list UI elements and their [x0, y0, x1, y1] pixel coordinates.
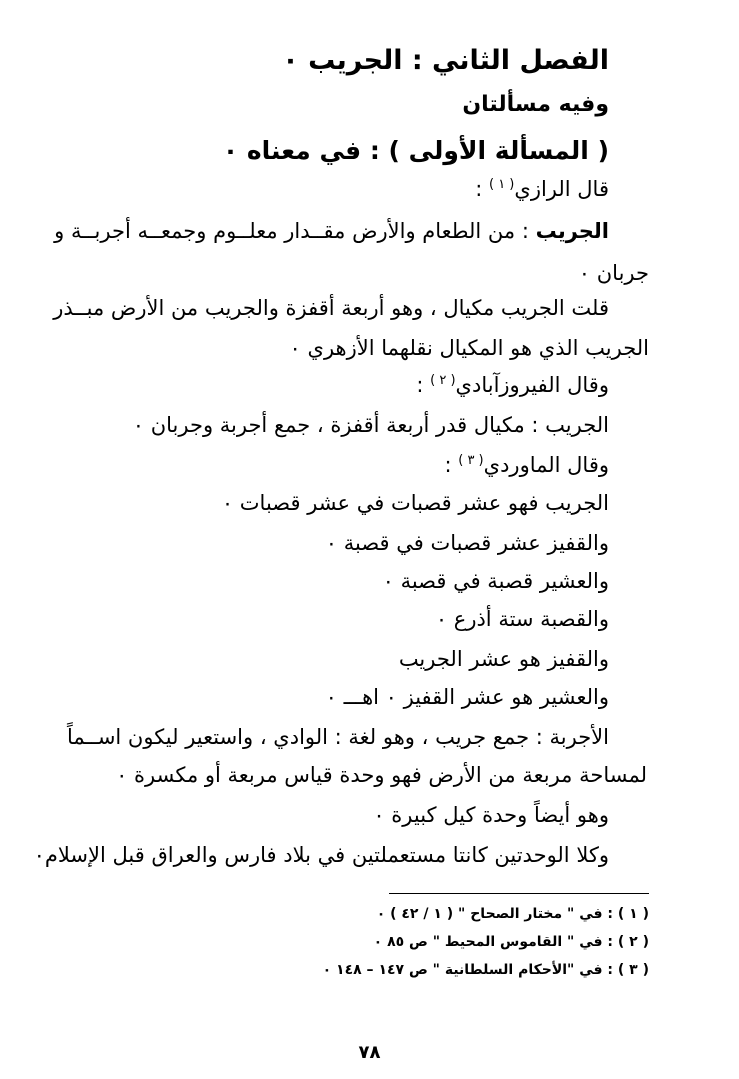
- both-units-line: وكلا الوحدتين كانتا مستعملتين في بلاد فارس والعراق قبل الإسلام٠: [33, 843, 609, 867]
- firuzabadi-definition: الجريب : مكيال قدر أربعة أقفزة ، جمع أجربة وجربان ٠: [132, 413, 609, 437]
- mawardi-quote: [444, 450, 609, 484]
- razi-quote-colon: :: [475, 177, 489, 201]
- footnote-3: ( ٣ ) : في "الأحكام السلطانية " ص ١٤٧ – ١٤٨ ٠: [322, 962, 649, 978]
- ajriba-line-1: الأجربة : جمع جريب ، وهو لغة : الوادي ، واستعير ليكون اســماً: [66, 725, 609, 749]
- also-unit-line: وهو أيضاً وحدة كيل كبيرة ٠: [373, 803, 609, 827]
- page-number: ٧٨: [358, 1042, 381, 1063]
- razi-definition: [54, 216, 609, 246]
- firuzabadi-quote-colon: :: [416, 373, 431, 397]
- issue-heading: ( المسألة الأولى ) : في معناه ٠: [222, 136, 609, 165]
- razi-definition-text: : من الطعام والأرض مقــدار معلــوم وجمعــه أجربــة و: [54, 219, 536, 243]
- measure-line: والقصبة ستة أذرع ٠: [435, 607, 609, 631]
- footnote-ref-1: ( ١ ): [488, 177, 515, 192]
- firuzabadi-quote-text: وقال الفيروزآبادي: [455, 373, 609, 397]
- footnote-ref-2: ( ٢ ): [430, 373, 456, 388]
- chapter-title: الفصل الثاني : الجريب ٠: [282, 45, 609, 76]
- measure-line: الجريب فهو عشر قصبات في عشر قصبات ٠: [221, 491, 609, 515]
- chapter-subtitle: وفيه مسألتان: [462, 92, 609, 117]
- razi-quote: [475, 174, 609, 208]
- mawardi-quote-text: وقال الماوردي: [483, 453, 609, 477]
- footnote-2: ( ٢ ) : في " القاموس المحيط " ص ٨٥ ٠: [373, 934, 649, 950]
- measure-line: والعشير هو عشر القفيز ٠ اهـــ ٠: [325, 685, 609, 709]
- ajriba-line-2: لمساحة مربعة من الأرض فهو وحدة قياس مربعة أو مكسرة ٠: [116, 763, 647, 787]
- razi-quote-text: قال الرازي: [514, 177, 609, 201]
- firuzabadi-quote: [416, 370, 609, 404]
- footnote-1: ( ١ ) : في " مختار الصحاح " ( ١ / ٤٢ ) ٠: [376, 906, 649, 922]
- footnote-ref-3: ( ٣ ): [458, 453, 484, 468]
- measure-line: والقفيز هو عشر الجريب: [398, 647, 609, 671]
- mawardi-quote-colon: :: [444, 453, 459, 477]
- footnote-divider: [389, 893, 649, 894]
- measure-line: والقفيز عشر قصبات في قصبة ٠: [325, 531, 609, 555]
- measure-line: والعشير قصبة في قصبة ٠: [382, 569, 609, 593]
- author-note-line-1: قلت الجريب مكيال ، وهو أربعة أقفزة والجريب من الأرض مبــذر: [53, 296, 609, 320]
- razi-definition-continued: جربان ٠: [578, 261, 649, 285]
- term-jarib: الجريب: [535, 219, 609, 243]
- author-note-line-2: الجريب الذي هو المكيال نقلهما الأزهري ٠: [289, 336, 649, 360]
